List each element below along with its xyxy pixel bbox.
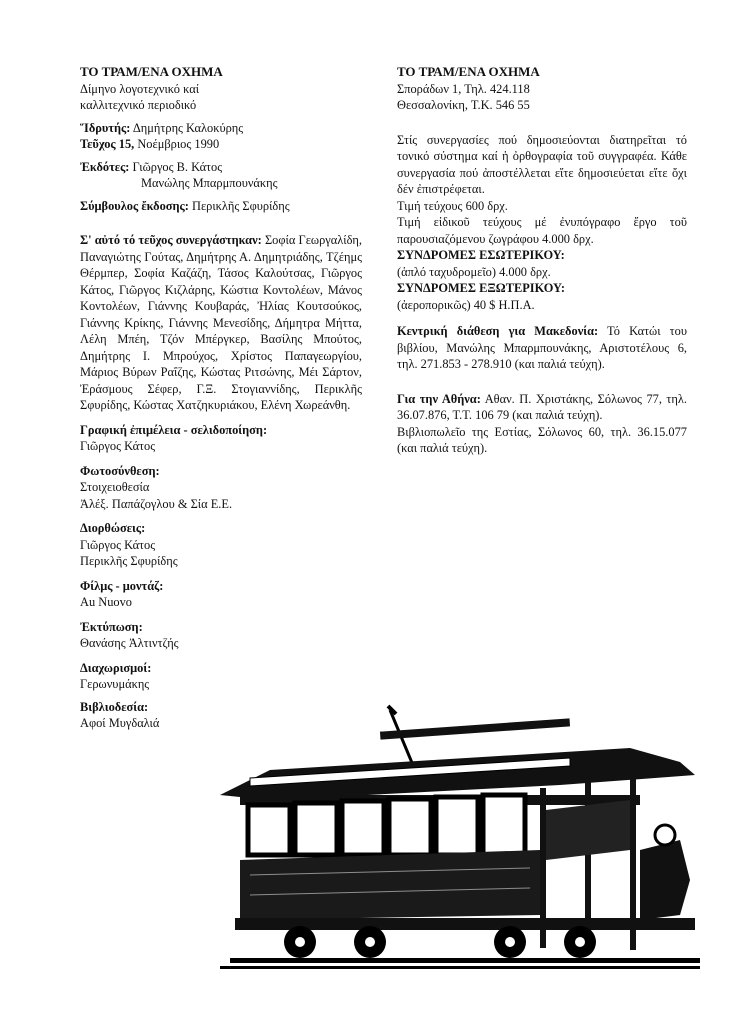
- film-label: Φίλμς - μοντάζ:: [80, 578, 164, 593]
- separations-value: Γερωνυμάκης: [80, 677, 150, 691]
- subtitle-line: Δίμηνο λογοτεχνικό καί: [80, 81, 200, 96]
- left-column: [80, 64, 362, 732]
- separations-label: Διαχωρισμοί:: [80, 660, 152, 675]
- graphic-value: Γιῶργος Κάτος: [80, 439, 156, 453]
- corrections-value: Γιῶργος Κάτος: [80, 537, 156, 552]
- domestic-subscription-label: ΣΥΝΔΡΟΜΕΣ ΕΣΩΤΕΡΙΚΟΥ:: [397, 248, 565, 262]
- subtitle-line: καλλιτεχνικό περιοδικό: [80, 98, 197, 112]
- publisher-2: Μανώλης Μπαρμπουνάκης: [141, 176, 278, 190]
- founder-value: Δημήτρης Καλοκύρης: [132, 120, 244, 135]
- address-line: Σποράδων 1, Τηλ. 424.118: [397, 81, 530, 96]
- contributors-label: Σ' αὐτό τό τεῦχος συνεργάστηκαν:: [80, 233, 262, 247]
- issue-line: [80, 136, 362, 153]
- corrections-value: Περικλῆς Σφυρίδης: [80, 554, 178, 568]
- corrections-label: Διορθώσεις:: [80, 521, 146, 535]
- publishers-label: Ἐκδότες:: [80, 159, 130, 174]
- print-label: Ἐκτύπωση:: [80, 619, 143, 634]
- editorial-note: Στίς συνεργασίες πού δημοσιεύονται διατηρεῖται τό τονικό σύστημα καί ἡ ὀρθογραφία τοῦ συγγραφέα. Κάθε συνεργασία πού ἀποστέλλεται εἴτε δημοσιεύεται εἴτε ὄχι δέν ἐπιστρέφεται.: [397, 132, 687, 196]
- publishers-line: [80, 159, 362, 176]
- address-line: Θεσσαλονίκη, Τ.Κ. 546 55: [397, 98, 530, 112]
- right-column: [397, 64, 687, 457]
- issue-price: Τιμή τεύχους 600 δρχ.: [397, 198, 508, 213]
- special-issue-price: Τιμή εἰδικοῦ τεύχους μέ ἐνυπόγραφο ἔργο τοῦ παρουσιαζόμενου ζωγράφου 4.000 δρχ.: [397, 215, 687, 246]
- typeset-value: Στοιχειοθεσία: [80, 480, 150, 494]
- graphic-label: Γραφική ἐπιμέλεια - σελιδοποίηση:: [80, 422, 268, 437]
- founder-line: [80, 120, 362, 137]
- tram-illustration-icon: [210, 700, 710, 990]
- athens-value: Αθαν. Π. Χριστάκης, Σόλωνος 77, τηλ. 36.07.876, Τ.Τ. 106 79 (και παλιά τεύχη).: [397, 391, 687, 422]
- bookstore-line: Βιβλιοπωλεῖο της Εστίας, Σόλωνος 60, τηλ. 36.15.077 (και παλιά τεύχη).: [397, 424, 687, 455]
- founder-label: Ἵδρυτής:: [80, 120, 131, 135]
- issue-value: Νοέμβριος 1990: [137, 137, 220, 151]
- advisor-label: Σύμβουλος ἔκδοσης:: [80, 198, 189, 213]
- advisor-value: Περικλῆς Σφυρίδης: [192, 198, 290, 213]
- issue-label: Τεῦχος 15,: [80, 137, 135, 151]
- binding-value: Αφοί Μυγδαλιά: [80, 716, 160, 730]
- magazine-title-right: ΤΟ ΤΡΑΜ/ΕΝΑ ΟΧΗΜΑ: [397, 64, 540, 79]
- foreign-subscription-value: (ἀεροπορικῶς) 40 $ Η.Π.Α.: [397, 297, 535, 312]
- typeset-label: Φωτοσύνθεση:: [80, 463, 160, 478]
- magazine-title: ΤΟ ΤΡΑΜ/ΕΝΑ ΟΧΗΜΑ: [80, 64, 223, 79]
- typeset-value: Ἀλέξ. Παπάζογλου & Σία Ε.Ε.: [80, 496, 233, 511]
- publisher-1: Γιῶργος Β. Κάτος: [132, 159, 223, 174]
- domestic-subscription-value: (ἁπλό ταχυδρομεῖο) 4.000 δρχ.: [397, 264, 551, 279]
- film-value: Au Nuovo: [80, 595, 132, 609]
- macedonia-value: Τό Κατώι του βιβλίου, Μανώλης Μπαρμπουνάκης, Αριστοτέλους 6, τηλ. 271.853 - 278.910 (και παλιά τεύχη).: [397, 324, 687, 371]
- binding-label: Βιβλιοδεσία:: [80, 699, 149, 714]
- athens-label: Για την Αθήνα:: [397, 391, 481, 406]
- contributors-list: Σοφία Γεωργαλίδη, Παναγιώτης Γούτας, Δημήτρης Α. Δημητριάδης, Τζέημς Θέρμπερ, Σοφία Καζάζη, Τάσος Καλούτσας, Γιῶργος Κάτος, Γιῶργος Κιζλάρης, Κώστια Κοντολέων, Μάνος Κοντολέων, Γιάννης Κουβαράς, Ἠλίας Κουτσούκος, Γιάννης Κρίκης, Γιάννης Μενεσίδης, Δήμητρα Μήττα, Λέλη Μπέη, Τζόν Μπέργκερ, Βασίλης Μπούτος, Δημήτρης Ι. Μπρούχος, Χρίστος Παπαγεωργίου, Μάριος Βύρων Ραΐζης, Κώστας Ριτσώνης, Μέι Σάρτον, Ἐράσμους Σέφερ, Γ.Ξ. Στογιαννίδης, Περικλῆς Σφυρίδης, Κώστας Χατζηκυριάκου, Ελένη Χωρεάνθη.: [80, 233, 362, 412]
- macedonia-distribution: [397, 323, 687, 373]
- contributors-block: [80, 232, 362, 414]
- athens-distribution: [397, 391, 687, 424]
- print-value: Θανάσης Ἀλτιντζής: [80, 636, 179, 650]
- foreign-subscription-label: ΣΥΝΔΡΟΜΕΣ ΕΞΩΤΕΡΙΚΟΥ:: [397, 281, 565, 295]
- macedonia-label: Κεντρική διάθεση για Μακεδονία:: [397, 324, 599, 338]
- advisor-line: [80, 198, 362, 215]
